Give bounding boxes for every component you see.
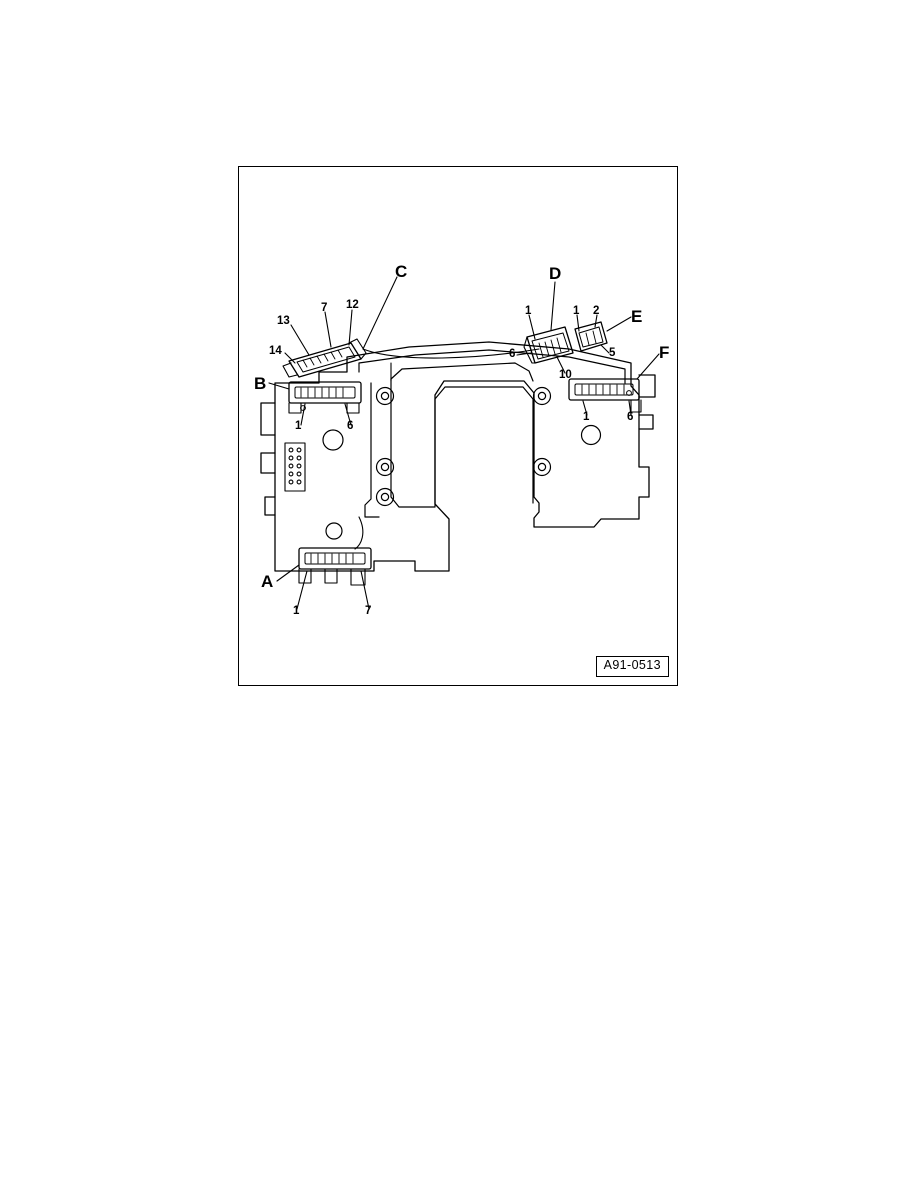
connector-label-c: C <box>395 262 408 281</box>
callout-a-7: 7 <box>365 605 372 617</box>
gauge-opening <box>391 363 533 507</box>
callout-12: 12 <box>346 299 359 311</box>
connector-label-b: B <box>254 374 267 393</box>
callout-14: 14 <box>269 345 282 357</box>
callout-d-10: 10 <box>559 369 572 381</box>
connector-d <box>524 327 573 363</box>
connector-label-a: A <box>261 572 274 591</box>
callout-d-1-left: 1 <box>525 305 532 317</box>
callout-a-1: 1 <box>293 605 300 617</box>
callout-e-2: 2 <box>593 305 600 317</box>
figure-code-box: A91-0513 <box>596 656 669 677</box>
callout-b-1: 1 <box>295 420 302 432</box>
connector-b <box>289 382 361 413</box>
cluster-inner-bezel <box>359 347 625 517</box>
callout-f-6: 6 <box>627 411 634 423</box>
callout-b-6: 6 <box>347 420 354 432</box>
callout-f-1: 1 <box>583 411 590 423</box>
cluster-housing-outline <box>275 342 649 571</box>
left-pin-block <box>285 443 305 491</box>
callout-e-5: 5 <box>609 347 616 359</box>
callout-7-top: 7 <box>321 302 328 314</box>
connector-label-d: D <box>549 264 562 283</box>
callout-d-6: 6 <box>509 348 516 360</box>
connector-label-f: F <box>659 343 670 362</box>
screw-bosses <box>377 388 551 506</box>
connector-a <box>299 548 371 585</box>
instrument-cluster-diagram <box>239 167 676 684</box>
callout-d-1-right: 1 <box>573 305 580 317</box>
left-housing-tabs <box>261 403 275 515</box>
housing-holes <box>323 426 601 540</box>
figure-frame <box>238 166 678 686</box>
callout-13: 13 <box>277 315 290 327</box>
connector-c <box>283 339 366 377</box>
connector-label-e: E <box>631 307 643 326</box>
leader-lines <box>269 277 659 609</box>
